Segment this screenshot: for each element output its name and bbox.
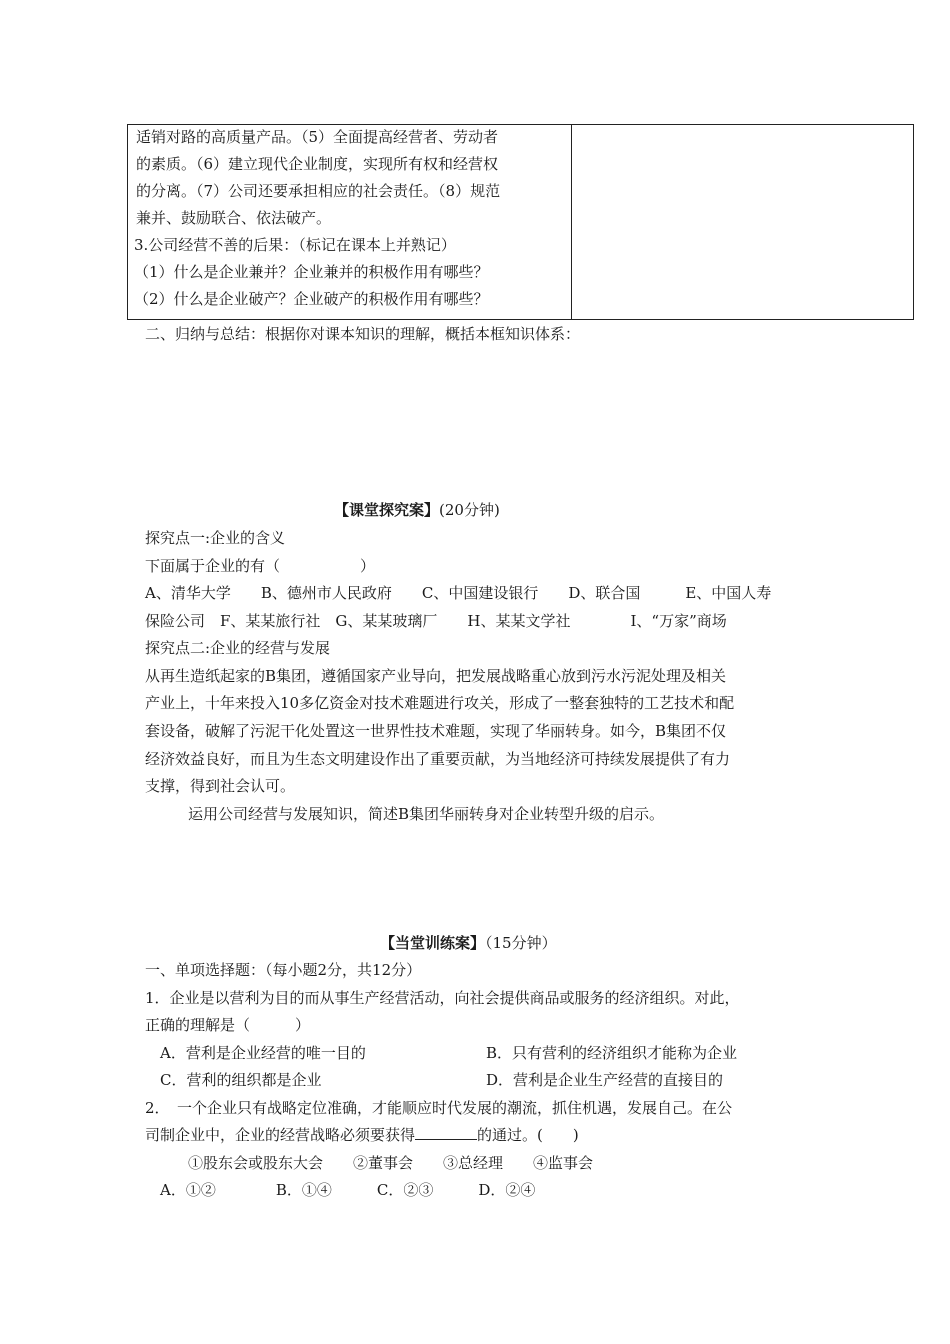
q1-option-b: B．只有营利的经济组织才能称为企业 [486,1044,738,1062]
table-line: 的素质。（6）建立现代企业制度，实现所有权和经营权 [136,155,499,173]
practice-heading [380,933,557,953]
question-1-suffix: ） [360,557,376,575]
q2-stem-suffix: 的通过。( ) [477,1126,579,1144]
q2-stem-2 [145,1125,579,1145]
q1-stem: 1．企业是以营利为目的而从事生产经营活动，向社会提供商品或服务的经济组织。对此， [145,989,740,1007]
options-line-1: A、清华大学 B、德州市人民政府 C、中国建设银行 D、联合国 E、中国人寿 [145,584,772,602]
passage-line: 经济效益良好，而且为生态文明建设作出了重要贡献，为当地经济可持续发展提供了有力 [145,750,731,768]
q1-option-c: C．营利的组织都是企业 [160,1071,322,1089]
explore-point-2: 探究点二:企业的经营与发展 [145,639,331,657]
table-line: 兼并、鼓励联合、依法破产。 [136,209,332,227]
q1-stem-2: 正确的理解是（ ） [145,1016,311,1034]
q2-stem: 2． 一个企业只有战略定位准确，才能顺应时代发展的潮流，抓住机遇，发展自己。在公 [145,1099,733,1117]
question-1 [145,556,375,576]
passage-line: 从再生造纸起家的B集团，遵循国家产业导向，把发展战略重心放到污水污泥处理及相关 [145,667,727,685]
practice-time: （15分钟） [485,934,557,952]
explore-point-1: 探究点一:企业的含义 [145,529,286,547]
explore-heading [334,500,500,520]
fill-blank-line[interactable] [415,1125,477,1140]
table-line: （2）什么是企业破产？企业破产的积极作用有哪些？ [134,290,489,308]
q2-stem-prefix: 司制企业中，企业的经营战略必须要获得 [145,1126,416,1144]
explore-title: 【课堂探究案】 [334,501,440,519]
knowledge-table [127,124,914,320]
explore-task: 运用公司经营与发展知识，简述B集团华丽转身对企业转型升级的启示。 [188,805,665,823]
table-line: 适销对路的高质量产品。（5）全面提高经营者、劳动者 [136,128,499,146]
passage-line: 套设备，破解了污泥干化处置这一世界性技术难题，实现了华丽转身。如今，B集团不仅 [145,722,727,740]
options-line-2: 保险公司 F、某某旅行社 G、某某玻璃厂 H、某某文学社 I、“万家”商场 [145,612,727,630]
question-1-prefix: 下面属于企业的有（ [145,557,281,575]
explore-time: (20分钟) [439,501,500,519]
table-line: 的分离。（7）公司还要承担相应的社会责任。（8）规范 [136,182,501,200]
practice-section-heading: 一、单项选择题：（每小题2分，共12分） [145,961,422,979]
q1-option-d: D．营利是企业生产经营的直接目的 [486,1071,724,1089]
passage-line: 产业上，十年来投入10多亿资金对技术难题进行攻关，形成了一整套独特的工艺技术和配 [145,694,735,712]
q2-items: ①股东会或股东大会 ②董事会 ③总经理 ④监事会 [188,1154,594,1172]
q1-option-a: A．营利是企业经营的唯一目的 [160,1044,366,1062]
passage-line: 支撑，得到社会认可。 [145,777,296,795]
table-line: （1）什么是企业兼并？企业兼并的积极作用有哪些？ [134,263,489,281]
table-line: 3.公司经营不善的后果：（标记在课本上并熟记） [134,236,456,254]
table-column-divider [571,125,572,319]
q2-options: A．①② B．①④ C．②③ D．②④ [160,1181,536,1199]
summary-heading: 二、归纳与总结：根据你对课本知识的理解，概括本框知识体系： [145,325,581,343]
practice-title: 【当堂训练案】 [380,934,486,952]
